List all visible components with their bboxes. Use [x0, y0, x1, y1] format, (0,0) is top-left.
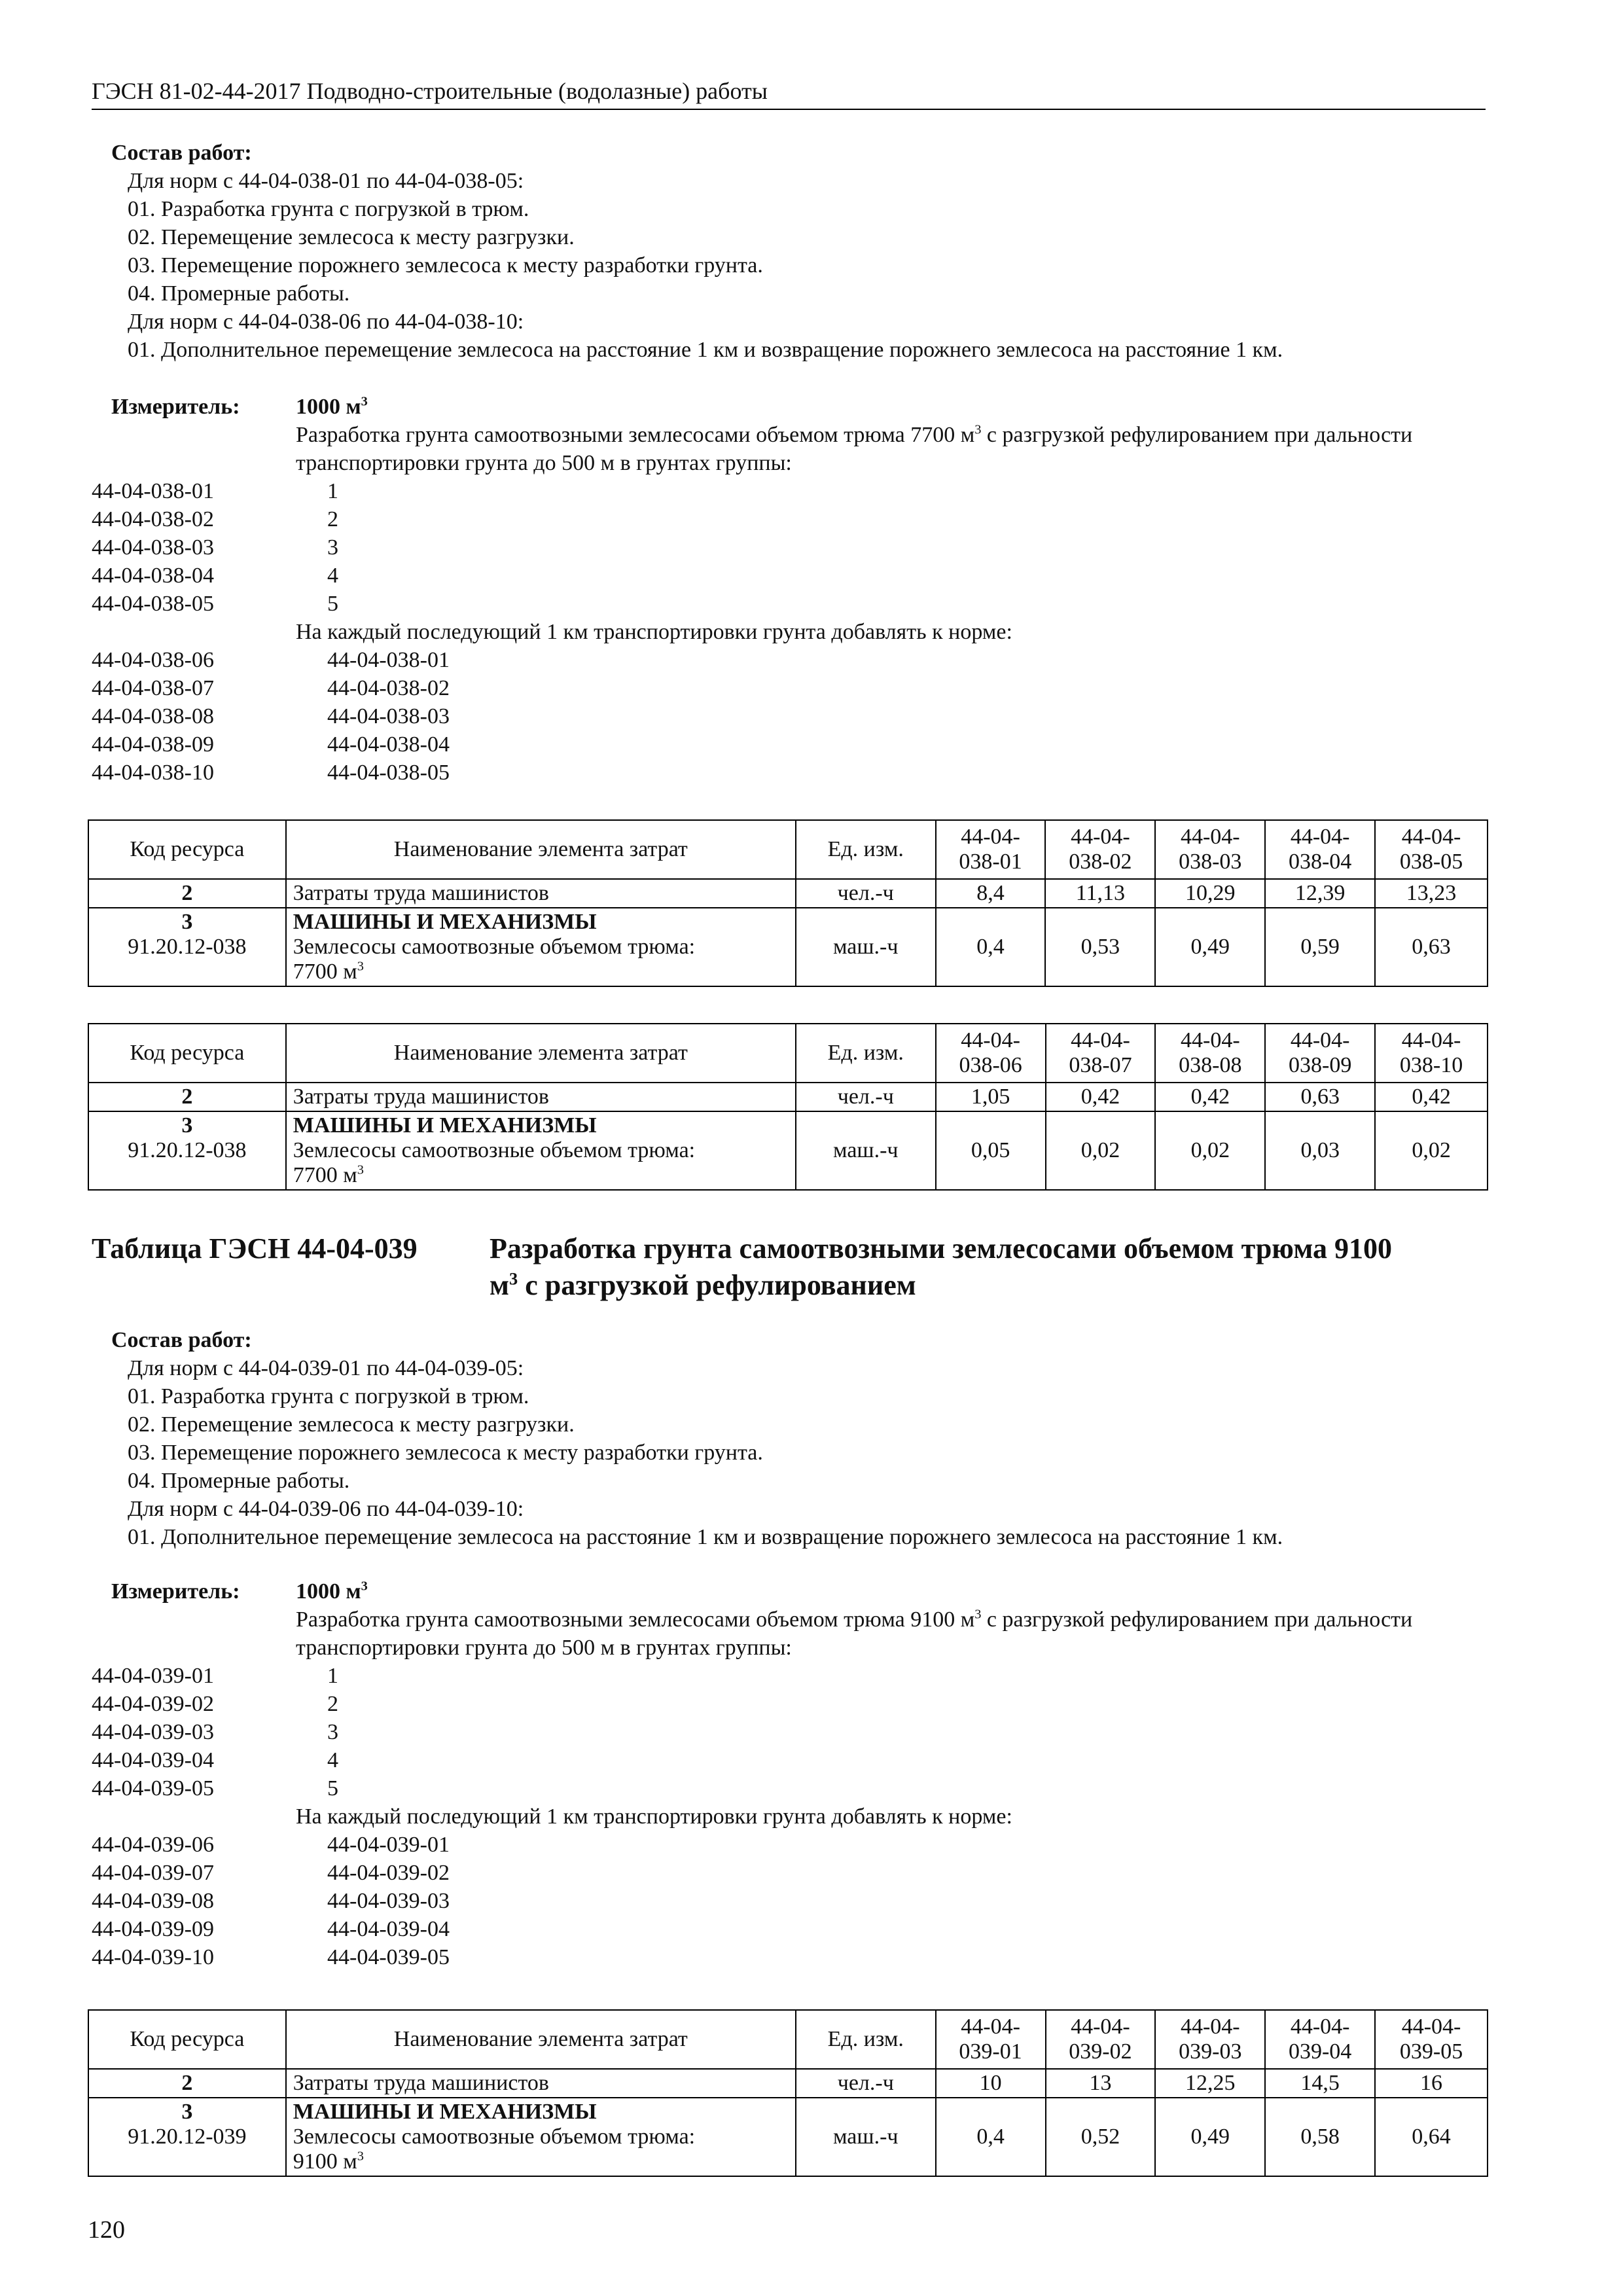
cell-value: 13	[1046, 2069, 1156, 2098]
table-row	[88, 1111, 1488, 1190]
running-header: ГЭСН 81-02-44-2017 Подводно-строительные (водолазные) работы	[92, 78, 768, 104]
table-row	[88, 2098, 1488, 2176]
work-line: 01. Разработка грунта с погрузкой в трюм.	[128, 197, 529, 221]
cell-value: 0,02	[1046, 1111, 1156, 1190]
norm-value: 2	[327, 1692, 338, 1716]
table-row	[88, 2069, 1488, 2098]
header-name: Наименование элемента затрат	[286, 820, 796, 879]
header-norm: 44-04- 038-04	[1265, 820, 1375, 879]
cell-value: 14,5	[1265, 2069, 1375, 2098]
norm-value: 5	[327, 592, 338, 616]
measure-label: Измеритель:	[111, 1579, 240, 1604]
norm-code: 44-04-038-03	[92, 535, 214, 560]
norm-value: 4	[327, 564, 338, 588]
header-rule	[92, 109, 1486, 110]
header-norm: 44-04- 038-06	[936, 1024, 1046, 1083]
header-code: Код ресурса	[88, 2010, 286, 2069]
header-unit: Ед. изм.	[796, 1024, 936, 1083]
norm-code: 44-04-039-01	[92, 1664, 214, 1688]
header-norm: 44-04- 039-02	[1046, 2010, 1156, 2069]
cell-unit: чел.-ч	[796, 1083, 936, 1111]
norm-ref: 44-04-038-03	[327, 704, 450, 728]
cell-name: МАШИНЫ И МЕХАНИЗМЫ Землесосы самоотвозные объемом трюма: 7700 $м^3$	[286, 908, 796, 986]
norm-value: 5	[327, 1776, 338, 1801]
norm-code: 44-04-038-05	[92, 592, 214, 616]
header-norm: 44-04- 039-01	[936, 2010, 1046, 2069]
work-line: 02. Перемещение землесоса к месту разгрузки.	[128, 1412, 575, 1437]
work-composition-2	[92, 1326, 1486, 1551]
norm-value: 2	[327, 507, 338, 531]
cell-value: 0,03	[1265, 1111, 1375, 1190]
norm-ref: 44-04-039-02	[327, 1861, 450, 1885]
norm-value: 1	[327, 479, 338, 503]
cell-value: 12,39	[1265, 879, 1375, 908]
measure-block-2	[92, 1577, 1486, 1971]
header-norm: 44-04- 039-05	[1375, 2010, 1488, 2069]
norm-ref: 44-04-038-05	[327, 761, 450, 785]
measure-value: 1000 $м^3$	[296, 394, 368, 419]
header-code: Код ресурса	[88, 1024, 286, 1083]
cell-value: 0,05	[936, 1111, 1046, 1190]
header-norm: 44-04- 038-03	[1155, 820, 1265, 879]
work-line: 01. Разработка грунта с погрузкой в трюм.	[128, 1384, 529, 1408]
header-code: Код ресурса	[88, 820, 286, 879]
add-norm-text: На каждый последующий 1 км транспортировки грунта добавлять к норме:	[296, 620, 1012, 644]
work-line: 01. Дополнительное перемещение землесоса на расстояние 1 км и возвращение порожнего землесоса на расстояние 1 км.	[128, 338, 1283, 362]
cell-name: Затраты труда машинистов	[286, 1083, 796, 1111]
header-norm: 44-04- 039-03	[1155, 2010, 1265, 2069]
cell-value: 0,49	[1155, 2098, 1265, 2176]
table-row	[88, 1083, 1488, 1111]
table-row	[88, 908, 1488, 986]
cell-value: 16	[1375, 2069, 1488, 2098]
cell-value: 13,23	[1375, 879, 1488, 908]
norm-code: 44-04-038-04	[92, 564, 214, 588]
resource-table-2	[88, 1023, 1488, 1191]
norm-ref: 44-04-038-04	[327, 732, 450, 757]
norm-code: 44-04-038-08	[92, 704, 214, 728]
cell-name: МАШИНЫ И МЕХАНИЗМЫ Землесосы самоотвозные объемом трюма: 7700 $м^3$	[286, 1111, 796, 1190]
header-norm: 44-04- 039-04	[1265, 2010, 1375, 2069]
header-norm: 44-04- 038-08	[1155, 1024, 1265, 1083]
norm-value: 3	[327, 535, 338, 560]
cell-value: 11,13	[1045, 879, 1155, 908]
table-row	[88, 879, 1488, 908]
cell-code: 2	[88, 1083, 286, 1111]
work-line: 04. Промерные работы.	[128, 1469, 350, 1493]
norm-code: 44-04-038-01	[92, 479, 214, 503]
cell-code: 2	[88, 2069, 286, 2098]
cell-unit: маш.-ч	[796, 908, 936, 986]
norm-ref: 44-04-039-01	[327, 1833, 450, 1857]
norm-value: 4	[327, 1748, 338, 1772]
norm-code: 44-04-039-09	[92, 1917, 214, 1941]
work-line: Для норм с 44-04-039-06 по 44-04-039-10:	[128, 1497, 524, 1521]
norm-code: 44-04-039-03	[92, 1720, 214, 1744]
cell-unit: маш.-ч	[796, 1111, 936, 1190]
norm-value: 1	[327, 1664, 338, 1688]
header-norm: 44-04- 038-09	[1265, 1024, 1375, 1083]
cell-unit: чел.-ч	[796, 2069, 936, 2098]
norm-code: 44-04-039-04	[92, 1748, 214, 1772]
norm-code: 44-04-038-06	[92, 648, 214, 672]
norm-code: 44-04-039-10	[92, 1945, 214, 1969]
cell-value: 0,59	[1265, 908, 1375, 986]
work-line: 04. Промерные работы.	[128, 281, 350, 306]
work-title: Состав работ:	[111, 141, 252, 165]
table-heading-label: Таблица ГЭСН 44-04-039	[92, 1232, 418, 1265]
cell-value: 0,42	[1155, 1083, 1265, 1111]
norm-code: 44-04-039-06	[92, 1833, 214, 1857]
header-unit: Ед. изм.	[796, 820, 936, 879]
page-number: 120	[88, 2216, 125, 2244]
cell-name: Затраты труда машинистов	[286, 879, 796, 908]
norm-ref: 44-04-038-01	[327, 648, 450, 672]
cell-value: 8,4	[936, 879, 1046, 908]
cell-unit: маш.-ч	[796, 2098, 936, 2176]
norm-code: 44-04-038-10	[92, 761, 214, 785]
cell-value: 10	[936, 2069, 1046, 2098]
cell-code: 3 91.20.12-039	[88, 2098, 286, 2176]
measure-description: Разработка грунта самоотвозными землесосами объемом трюма 7700 $м^3$ с разгрузкой рефулированием при дальности транспортировки грунта до 500 м в грунтах группы:	[296, 422, 1413, 475]
header-name: Наименование элемента затрат	[286, 1024, 796, 1083]
resource-table-1	[88, 819, 1488, 987]
header-unit: Ед. изм.	[796, 2010, 936, 2069]
norm-ref: 44-04-039-05	[327, 1945, 450, 1969]
cell-value: 0,64	[1375, 2098, 1488, 2176]
cell-value: 0,63	[1375, 908, 1488, 986]
cell-value: 0,4	[936, 908, 1046, 986]
cell-value: 0,58	[1265, 2098, 1375, 2176]
norm-code: 44-04-038-02	[92, 507, 214, 531]
measure-description: Разработка грунта самоотвозными землесосами объемом трюма 9100 $м^3$ с разгрузкой рефулированием при дальности транспортировки грунта до 500 м в грунтах группы:	[296, 1607, 1413, 1660]
resource-table-3	[88, 2009, 1488, 2177]
cell-value: 0,53	[1045, 908, 1155, 986]
work-composition-1	[92, 139, 1486, 364]
measure-label: Измеритель:	[111, 395, 240, 419]
norm-ref: 44-04-039-04	[327, 1917, 450, 1941]
table-heading-name: Разработка грунта самоотвозными землесосами объемом трюма 9100 $м^3$ с разгрузкой рефулированием	[490, 1232, 1392, 1301]
cell-value: 0,02	[1155, 1111, 1265, 1190]
cell-value: 10,29	[1155, 879, 1265, 908]
work-line: 01. Дополнительное перемещение землесоса на расстояние 1 км и возвращение порожнего землесоса на расстояние 1 км.	[128, 1525, 1283, 1549]
norm-value: 3	[327, 1720, 338, 1744]
header-norm: 44-04- 038-05	[1375, 820, 1488, 879]
cell-value: 1,05	[936, 1083, 1046, 1111]
norm-ref: 44-04-038-02	[327, 676, 450, 700]
cell-value: 12,25	[1155, 2069, 1265, 2098]
norm-code: 44-04-039-08	[92, 1889, 214, 1913]
work-title: Состав работ:	[111, 1328, 252, 1352]
norm-code: 44-04-038-07	[92, 676, 214, 700]
header-norm: 44-04- 038-10	[1375, 1024, 1488, 1083]
cell-name: МАШИНЫ И МЕХАНИЗМЫ Землесосы самоотвозные объемом трюма: 9100 $м^3$	[286, 2098, 796, 2176]
cell-code: 3 91.20.12-038	[88, 908, 286, 986]
cell-unit: чел.-ч	[796, 879, 936, 908]
cell-value: 0,49	[1155, 908, 1265, 986]
cell-code: 2	[88, 879, 286, 908]
header-norm: 44-04- 038-07	[1046, 1024, 1156, 1083]
norm-code: 44-04-039-07	[92, 1861, 214, 1885]
cell-value: 0,42	[1375, 1083, 1488, 1111]
work-line: 03. Перемещение порожнего землесоса к месту разработки грунта.	[128, 1441, 763, 1465]
header-name: Наименование элемента затрат	[286, 2010, 796, 2069]
header-norm: 44-04- 038-01	[936, 820, 1046, 879]
cell-value: 0,52	[1046, 2098, 1156, 2176]
work-line: Для норм с 44-04-038-06 по 44-04-038-10:	[128, 310, 524, 334]
cell-code: 3 91.20.12-038	[88, 1111, 286, 1190]
cell-value: 0,4	[936, 2098, 1046, 2176]
cell-name: Затраты труда машинистов	[286, 2069, 796, 2098]
add-norm-text: На каждый последующий 1 км транспортировки грунта добавлять к норме:	[296, 1804, 1012, 1829]
norm-code: 44-04-039-05	[92, 1776, 214, 1801]
norm-ref: 44-04-039-03	[327, 1889, 450, 1913]
work-line: Для норм с 44-04-038-01 по 44-04-038-05:	[128, 169, 524, 193]
cell-value: 0,42	[1046, 1083, 1156, 1111]
measure-block-1	[92, 393, 1486, 787]
cell-value: 0,02	[1375, 1111, 1488, 1190]
work-line: 02. Перемещение землесоса к месту разгрузки.	[128, 225, 575, 249]
work-line: Для норм с 44-04-039-01 по 44-04-039-05:	[128, 1356, 524, 1380]
header-norm: 44-04- 038-02	[1045, 820, 1155, 879]
work-line: 03. Перемещение порожнего землесоса к месту разработки грунта.	[128, 253, 763, 278]
norm-code: 44-04-039-02	[92, 1692, 214, 1716]
norm-code: 44-04-038-09	[92, 732, 214, 757]
measure-value: 1000 $м^3$	[296, 1579, 368, 1604]
cell-value: 0,63	[1265, 1083, 1375, 1111]
